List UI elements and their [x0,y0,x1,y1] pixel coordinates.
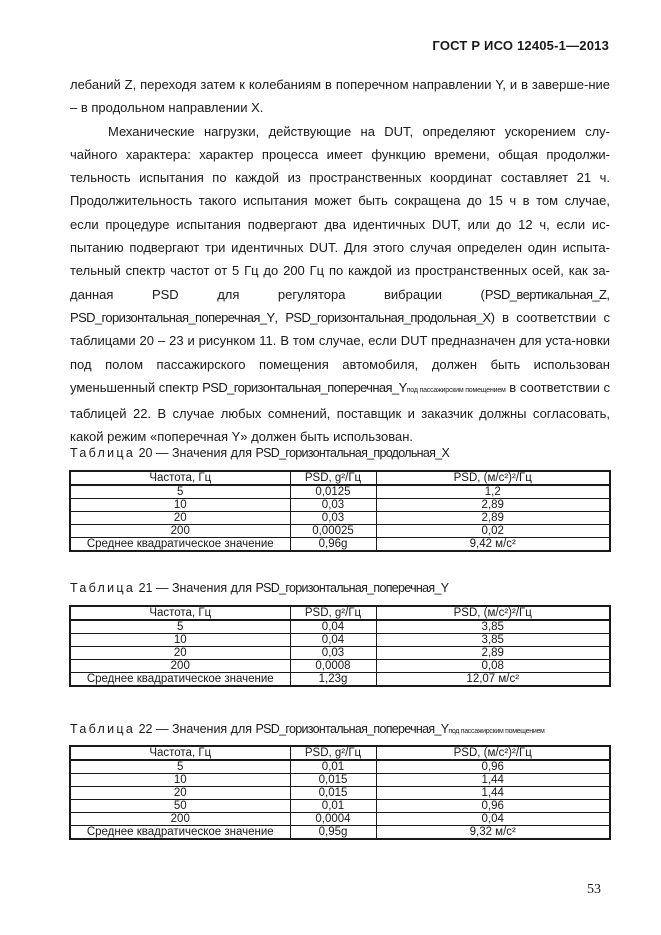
document-header: ГОСТ Р ИСО 12405-1—2013 [432,38,609,53]
table-row: 200 0,0008 0,08 [70,660,610,673]
table-21-caption: Таблица 21 — Значения для PSD_горизонтальная_поперечная_Y [70,581,449,595]
table-22 [69,745,611,840]
table-21 [69,605,611,687]
table-header-psd-g: PSD, g²/Гц [290,471,376,485]
paragraph-2: Механические нагрузки, действующие на DUT, определяют ускорением слу-чайного характера: характер процесса имеет функцию времени, общая продолжи-тельность испытания по каждой из пространственных координат составляет 21 ч. Продолжительность такого испытания может быть сокращена до 15 ч в том случае, если процедуре испытания подвергают два идентичных DUT, или до 12 ч, если ис-пытанию подвергают три идентичных DUT. Для этого случая определен один испыта-тельный спектр частот от 5 Гц до 200 Гц по каждой из пространственных осей, как за-данная PSD для регулятора вибрации (PSD_вертикальная_Z, PSD_горизонтальная_поперечная_Y, PSD_горизонтальная_продольная_X) в соответствии с таблицами 20 – 23 и рисунком 11. В том случае, если DUT предназначен для уста-новки под полом пассажирского помещения автомобиля, должен быть использован уменьшенный спектр PSD_горизонтальная_поперечная_Yпод пассажирским помещением в соответствии с таблицей 22. В случае любых сомнений, поставщик и заказчик должны согласовать, какой режим «поперечная Y» должен быть использован. [70,123,610,445]
psd-vertical-z: PSD_вертикальная_Z [484,286,607,302]
table-row: 10 0,03 2,89 [70,499,610,512]
table-row: 10 0,015 1,44 [70,774,610,787]
paragraph-2-part-b: ) в соответствии с таблицами 20 – 23 и рисунком 11. В том случае, если DUT предназначен для уста-новки под полом пассажирского помещения автомобиля, должен быть использован уменьшенный спектр [70,309,610,395]
psd-horizontal-transverse-y: PSD_горизонтальная_поперечная_Y [70,309,275,325]
paragraph-2-part-c: в соответствии с таблицей 22. В случае любых сомнений, поставщик и заказчик должны согласовать, какой режим «поперечная Y» должен быть использован. [70,379,610,445]
table-22-caption: Таблица 22 — Значения для PSD_горизонтальная_поперечная_Yпод пассажирским помещением [70,722,545,736]
table-header-psd-ms: PSD, (м/с²)²/Гц [376,746,610,760]
body-text [70,73,610,449]
table-header-psd-g: PSD, g²/Гц [290,606,376,620]
table-row-rms: Среднее квадратическое значение 0,96g 9,42 м/с² [70,538,610,552]
table-row: 20 0,03 2,89 [70,512,610,525]
psd-subscript: под пассажирским помещением [406,386,506,394]
table-row: 10 0,04 3,85 [70,634,610,647]
table-row: 5 0,01 0,96 [70,760,610,774]
table-row: 200 0,0004 0,04 [70,813,610,826]
table-20-caption: Таблица 20 — Значения для PSD_горизонтальная_продольная_X [70,446,450,460]
table-header-psd-g: PSD, g²/Гц [290,746,376,760]
table-header-frequency: Частота, Гц [70,471,290,485]
table-header-psd-ms: PSD, (м/с²)²/Гц [376,606,610,620]
table-header-frequency: Частота, Гц [70,746,290,760]
paragraph-1: лебаний Z, переходя затем к колебаниям в поперечном направлении Y, и в заверше-ние – в продольном направлении X. [70,77,610,116]
page-number: 53 [587,882,601,897]
table-row: 200 0,00025 0,02 [70,525,610,538]
table-row-rms: Среднее квадратическое значение 0,95g 9,32 м/с² [70,826,610,840]
table-header-frequency: Частота, Гц [70,606,290,620]
table-row: 5 0,04 3,85 [70,620,610,634]
psd-horizontal-longitudinal-x: PSD_горизонтальная_продольная_X [285,309,491,325]
table-row: 5 0,0125 1,2 [70,485,610,499]
table-row-rms: Среднее квадратическое значение 1,23g 12,07 м/с² [70,673,610,687]
table-20 [69,470,611,552]
table-row: 20 0,03 2,89 [70,647,610,660]
paragraph-2-part-a: Механические нагрузки, действующие на DUT, определяют ускорением слу-чайного характера: характер процесса имеет функцию времени, общая продолжи-тельность испытания по каждой из пространственных координат составляет 21 ч. Продолжительность такого испытания может быть сокращена до 15 ч в том случае, если процедуре испытания подвергают два идентичных DUT, или до 12 ч, если ис-пытанию подвергают три идентичных DUT. Для этого случая определен один испыта-тельный спектр частот от 5 Гц до 200 Гц по каждой из пространственных осей, как за-данная PSD для регулятора вибрации ( [70,123,610,302]
table-row: 20 0,015 1,44 [70,787,610,800]
table-row: 50 0,01 0,96 [70,800,610,813]
table-header-psd-ms: PSD, (м/с²)²/Гц [376,471,610,485]
psd-horizontal-transverse-y-reduced: PSD_горизонтальная_поперечная_Y [202,379,407,395]
